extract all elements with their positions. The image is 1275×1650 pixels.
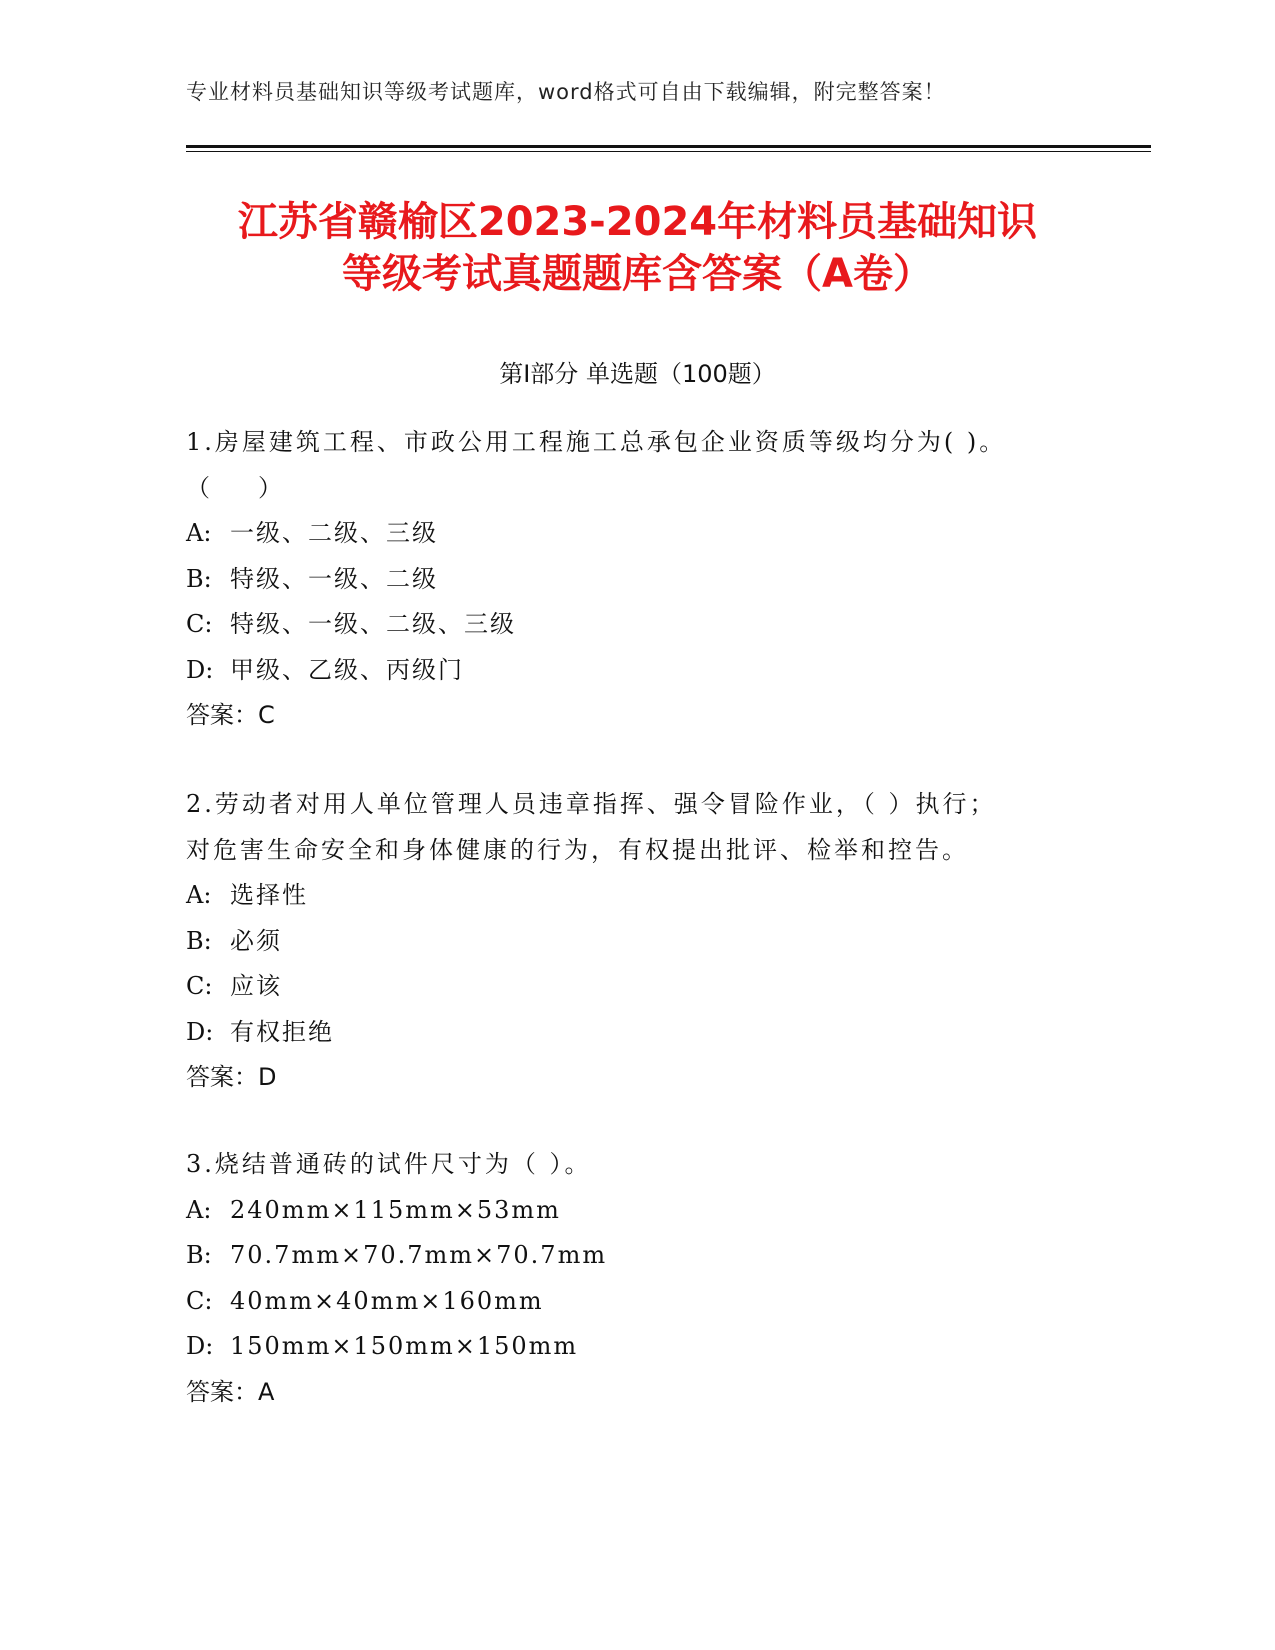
question-stem: 1.房屋建筑工程、市政公用工程施工总承包企业资质等级均分为( )。 <box>186 428 1007 456</box>
option-text: 70.7mm×70.7mm×70.7mm <box>230 1241 608 1269</box>
answer: 答案：D <box>186 1063 277 1091</box>
question-stem-blank: （ ） <box>186 473 282 502</box>
answer: 答案：C <box>186 701 275 729</box>
option-a <box>186 873 1086 919</box>
option-label: C: <box>186 610 213 638</box>
option-text: 应该 <box>230 972 282 1000</box>
option-c <box>186 1279 1086 1325</box>
option-label: B: <box>186 926 212 955</box>
header-note: 专业材料员基础知识等级考试题库，word格式可自由下载编辑，附完整答案！ <box>186 80 946 104</box>
question-stem: 2.劳动者对用人单位管理人员违章指挥、强令冒险作业，（ ）执行； <box>186 790 997 818</box>
option-label: A: <box>186 881 212 909</box>
question-stem: 3.烧结普通砖的试件尺寸为（ ）。 <box>186 1150 592 1178</box>
option-d <box>186 1010 1086 1056</box>
option-a <box>186 511 1086 557</box>
option-c <box>186 602 1086 648</box>
option-d <box>186 1324 1086 1370</box>
option-label: C: <box>186 972 213 1000</box>
option-label: C: <box>186 1286 213 1315</box>
option-text: 必须 <box>230 926 282 955</box>
option-label: A: <box>186 1195 212 1224</box>
option-label: D: <box>186 1332 214 1360</box>
question-stem-continued: 对危害生命安全和身体健康的行为，有权提出批评、检举和控告。 <box>186 835 969 864</box>
option-text: 甲级、乙级、丙级门 <box>230 655 464 684</box>
option-label: B: <box>186 1241 212 1269</box>
question-3 <box>186 1142 1086 1415</box>
option-text: 240mm×115mm×53mm <box>230 1195 561 1224</box>
header-rule-thick <box>186 145 1151 148</box>
option-c <box>186 964 1086 1010</box>
question-2 <box>186 782 1086 1101</box>
option-text: 一级、二级、三级 <box>230 519 438 547</box>
document-title-line-1: 江苏省赣榆区2023-2024年材料员基础知识 <box>237 199 1038 245</box>
document-title-line-2: 等级考试真题题库含答案（A卷） <box>342 251 933 297</box>
option-label: D: <box>186 1017 214 1046</box>
section-title: 第Ⅰ部分 单选题（100题） <box>499 360 776 388</box>
answer: 答案：A <box>186 1377 275 1406</box>
option-text: 有权拒绝 <box>230 1017 334 1046</box>
option-b <box>186 919 1086 965</box>
option-label: B: <box>186 564 212 593</box>
document-title <box>150 196 1125 300</box>
option-label: A: <box>186 519 212 547</box>
header-rule-thin <box>186 151 1151 152</box>
option-text: 特级、一级、二级 <box>230 564 438 593</box>
option-text: 150mm×150mm×150mm <box>230 1332 579 1360</box>
option-text: 特级、一级、二级、三级 <box>230 610 516 638</box>
option-d <box>186 648 1086 694</box>
question-1 <box>186 420 1086 739</box>
option-text: 选择性 <box>230 881 308 909</box>
option-b <box>186 1233 1086 1279</box>
option-text: 40mm×40mm×160mm <box>230 1286 544 1315</box>
option-label: D: <box>186 655 214 684</box>
option-a <box>186 1188 1086 1234</box>
option-b <box>186 557 1086 603</box>
